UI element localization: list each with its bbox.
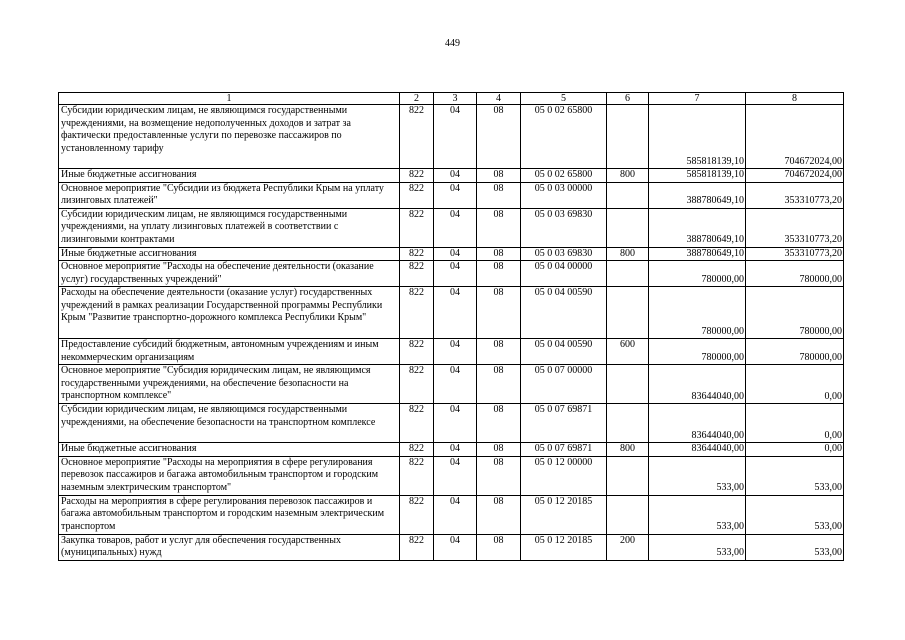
header-col-6: 6 [607, 93, 649, 105]
row-name: Основное мероприятие "Субсидии из бюджета Республики Крым на уплату лизинговых платежей" [59, 182, 400, 208]
row-expense-type: 600 [607, 339, 649, 365]
row-target-article: 05 0 12 00000 [521, 456, 607, 495]
row-target-article: 05 0 04 00590 [521, 339, 607, 365]
row-name: Расходы на обеспечение деятельности (оказание услуг) государственных учреждений в рамках реализации Государственной программы Республики Крым "Развитие транспортно-дорожного комплекса Республики Крым" [59, 287, 400, 339]
row-section: 04 [434, 495, 477, 534]
row-subsection: 08 [477, 287, 521, 339]
row-grbs: 822 [400, 456, 434, 495]
row-amount-col7: 83644040,00 [649, 443, 746, 457]
row-amount-col8: 704672024,00 [746, 169, 844, 183]
row-target-article: 05 0 02 65800 [521, 169, 607, 183]
row-name: Субсидии юридическим лицам, не являющимся государственными учреждениями, на возмещение недополученных доходов и затрат за фактически предоставленные услуги по перевозке пассажиров по установленному тарифу [59, 105, 400, 169]
row-subsection: 08 [477, 261, 521, 287]
row-target-article: 05 0 07 69871 [521, 443, 607, 457]
table-row [59, 443, 844, 457]
row-amount-col7: 585818139,10 [649, 169, 746, 183]
row-amount-col7: 780000,00 [649, 261, 746, 287]
page-number: 449 [445, 38, 460, 49]
row-section: 04 [434, 287, 477, 339]
row-expense-type: 800 [607, 443, 649, 457]
header-row [59, 93, 844, 105]
table-row [59, 456, 844, 495]
row-amount-col8: 0,00 [746, 404, 844, 443]
table-row [59, 247, 844, 261]
table-row [59, 208, 844, 247]
row-grbs: 822 [400, 443, 434, 457]
row-subsection: 08 [477, 169, 521, 183]
row-target-article: 05 0 12 20185 [521, 534, 607, 560]
row-target-article: 05 0 04 00590 [521, 287, 607, 339]
row-target-article: 05 0 02 65800 [521, 105, 607, 169]
row-amount-col8: 353310773,20 [746, 247, 844, 261]
row-section: 04 [434, 534, 477, 560]
row-grbs: 822 [400, 287, 434, 339]
row-name: Субсидии юридическим лицам, не являющимся государственными учреждениями, на уплату лизинговых платежей в соответствии с лизинговыми контрактами [59, 208, 400, 247]
row-grbs: 822 [400, 208, 434, 247]
row-grbs: 822 [400, 339, 434, 365]
row-section: 04 [434, 404, 477, 443]
row-name: Основное мероприятие "Расходы на мероприятия в сфере регулирования перевозок пассажиров и багажа автомобильным транспортом и городским наземным электрическим транспортом" [59, 456, 400, 495]
row-grbs: 822 [400, 534, 434, 560]
row-grbs: 822 [400, 365, 434, 404]
row-amount-col7: 388780649,10 [649, 247, 746, 261]
row-target-article: 05 0 03 69830 [521, 247, 607, 261]
row-subsection: 08 [477, 182, 521, 208]
row-section: 04 [434, 182, 477, 208]
row-subsection: 08 [477, 365, 521, 404]
table-row [59, 495, 844, 534]
row-section: 04 [434, 247, 477, 261]
row-section: 04 [434, 105, 477, 169]
table-row [59, 339, 844, 365]
row-target-article: 05 0 07 69871 [521, 404, 607, 443]
row-amount-col8: 780000,00 [746, 339, 844, 365]
header-col-7: 7 [649, 93, 746, 105]
row-grbs: 822 [400, 247, 434, 261]
row-name: Закупка товаров, работ и услуг для обеспечения государственных (муниципальных) нужд [59, 534, 400, 560]
row-grbs: 822 [400, 105, 434, 169]
row-expense-type: 800 [607, 169, 649, 183]
row-expense-type [607, 365, 649, 404]
table-row [59, 169, 844, 183]
row-grbs: 822 [400, 404, 434, 443]
row-expense-type: 200 [607, 534, 649, 560]
row-grbs: 822 [400, 169, 434, 183]
header-col-8: 8 [746, 93, 844, 105]
table-row [59, 182, 844, 208]
row-section: 04 [434, 339, 477, 365]
row-amount-col7: 533,00 [649, 534, 746, 560]
row-amount-col7: 585818139,10 [649, 105, 746, 169]
row-grbs: 822 [400, 182, 434, 208]
row-subsection: 08 [477, 456, 521, 495]
row-grbs: 822 [400, 495, 434, 534]
row-subsection: 08 [477, 339, 521, 365]
row-section: 04 [434, 208, 477, 247]
row-amount-col8: 780000,00 [746, 287, 844, 339]
header-col-3: 3 [434, 93, 477, 105]
table-row [59, 404, 844, 443]
row-amount-col7: 388780649,10 [649, 208, 746, 247]
row-expense-type: 800 [607, 247, 649, 261]
row-name: Расходы на мероприятия в сфере регулирования перевозок пассажиров и багажа автомобильным транспортом и городским наземным электрическим транспортом [59, 495, 400, 534]
row-name: Иные бюджетные ассигнования [59, 169, 400, 183]
row-expense-type [607, 287, 649, 339]
row-amount-col8: 0,00 [746, 365, 844, 404]
row-amount-col7: 780000,00 [649, 287, 746, 339]
row-name: Иные бюджетные ассигнования [59, 247, 400, 261]
row-name: Основное мероприятие "Субсидия юридическим лицам, не являющимся государственными учреждениями, на обеспечение безопасности на транспортном комплексе" [59, 365, 400, 404]
row-expense-type [607, 182, 649, 208]
row-amount-col7: 83644040,00 [649, 365, 746, 404]
row-amount-col7: 83644040,00 [649, 404, 746, 443]
row-expense-type [607, 261, 649, 287]
row-target-article: 05 0 12 20185 [521, 495, 607, 534]
row-section: 04 [434, 443, 477, 457]
row-name: Основное мероприятие "Расходы на обеспечение деятельности (оказание услуг) государственных учреждений" [59, 261, 400, 287]
row-subsection: 08 [477, 208, 521, 247]
row-subsection: 08 [477, 247, 521, 261]
row-subsection: 08 [477, 534, 521, 560]
table-row [59, 105, 844, 169]
row-amount-col8: 533,00 [746, 534, 844, 560]
row-expense-type [607, 456, 649, 495]
row-subsection: 08 [477, 495, 521, 534]
row-name: Иные бюджетные ассигнования [59, 443, 400, 457]
header-col-4: 4 [477, 93, 521, 105]
row-expense-type [607, 105, 649, 169]
row-amount-col7: 533,00 [649, 456, 746, 495]
header-col-2: 2 [400, 93, 434, 105]
row-expense-type [607, 404, 649, 443]
table-row [59, 365, 844, 404]
row-amount-col8: 0,00 [746, 443, 844, 457]
row-subsection: 08 [477, 443, 521, 457]
table-row [59, 261, 844, 287]
row-section: 04 [434, 169, 477, 183]
row-section: 04 [434, 261, 477, 287]
table-row [59, 287, 844, 339]
row-grbs: 822 [400, 261, 434, 287]
header-col-1: 1 [59, 93, 400, 105]
row-target-article: 05 0 07 00000 [521, 365, 607, 404]
row-section: 04 [434, 365, 477, 404]
row-target-article: 05 0 04 00000 [521, 261, 607, 287]
row-target-article: 05 0 03 69830 [521, 208, 607, 247]
row-amount-col8: 353310773,20 [746, 182, 844, 208]
row-name: Предоставление субсидий бюджетным, автономным учреждениям и иным некоммерческим организациям [59, 339, 400, 365]
row-amount-col8: 533,00 [746, 456, 844, 495]
row-section: 04 [434, 456, 477, 495]
row-amount-col7: 780000,00 [649, 339, 746, 365]
header-col-5: 5 [521, 93, 607, 105]
row-name: Субсидии юридическим лицам, не являющимся государственными учреждениями, на обеспечение безопасности на транспортном комплексе [59, 404, 400, 443]
row-target-article: 05 0 03 00000 [521, 182, 607, 208]
row-amount-col8: 780000,00 [746, 261, 844, 287]
row-expense-type [607, 208, 649, 247]
row-amount-col7: 388780649,10 [649, 182, 746, 208]
row-amount-col7: 533,00 [649, 495, 746, 534]
row-amount-col8: 704672024,00 [746, 105, 844, 169]
row-subsection: 08 [477, 105, 521, 169]
row-amount-col8: 353310773,20 [746, 208, 844, 247]
row-subsection: 08 [477, 404, 521, 443]
row-amount-col8: 533,00 [746, 495, 844, 534]
budget-table [58, 92, 844, 561]
table-row [59, 534, 844, 560]
row-expense-type [607, 495, 649, 534]
